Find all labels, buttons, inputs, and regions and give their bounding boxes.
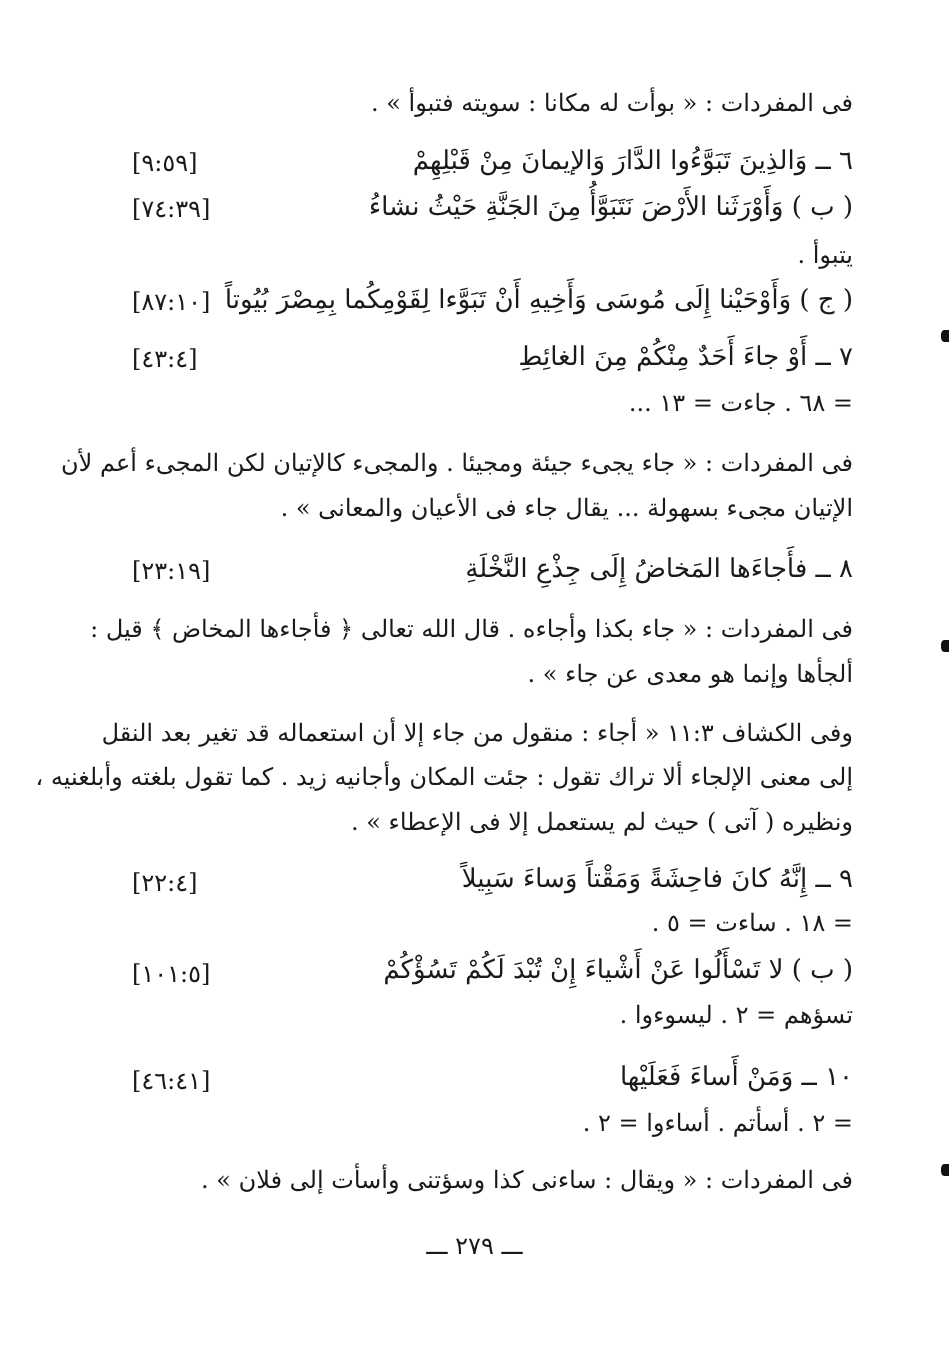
verse-line: ١٠ ــ وَمَنْ أَساءَ فَعَلَيْها: [620, 1062, 853, 1092]
count-line: = ٢ . أسأتم . أساءوا = ٢ .: [582, 1109, 853, 1137]
page-number: ـــ ٢٧٩ ـــ: [426, 1232, 523, 1260]
verse-line: ( ب ) لا تَسْأَلُوا عَنْ أَشْياءَ إِنْ تُبْدَ لَكُمْ تَسُؤْكُمْ: [383, 955, 853, 985]
text-line: يتبوأ .: [797, 241, 853, 269]
scan-margin-mark: [941, 1164, 949, 1176]
verse-reference: [٤٦:٤١]: [132, 1067, 211, 1095]
verse-line: ( ج ) وَأَوْحَيْنا إِلَى مُوسَى وَأَخِيهِ أَنْ تَبَوَّءا لِقَوْمِكُما بِمِصْرَ بُيُوتاً: [224, 285, 853, 315]
verse-reference: [٢٣:١٩]: [132, 557, 211, 585]
text-line: فى المفردات : « بوأت له مكانا : سويته فتبوأ » .: [370, 89, 853, 117]
text-line: تسؤهم = ٢ . ليسوءوا .: [619, 1001, 853, 1029]
count-line: = ١٨ . ساءت = ٥ .: [651, 909, 853, 937]
verse-line: ٨ ــ فأَجاءَها المَخاضُ إِلَى جِذْعِ النَّخْلَةِ: [465, 554, 853, 584]
count-line: = ٦٨ . جاءت = ١٣ ...: [628, 389, 853, 417]
verse-reference: [٧٤:٣٩]: [132, 195, 211, 223]
verse-reference: [٤٣:٤]: [132, 345, 198, 373]
verse-reference: [٢٢:٤]: [132, 869, 198, 897]
text-line: الإتيان مجىء بسهولة ... يقال جاء فى الأعيان والمعانى » .: [280, 494, 853, 522]
scan-margin-mark: [941, 640, 949, 652]
text-line: فى المفردات : « ويقال : ساءنى كذا وسؤتنى وأسأت إلى فلان » .: [201, 1166, 853, 1194]
text-line: ونظيره ( آتى ) حيث لم يستعمل إلا فى الإعطاء » .: [350, 808, 853, 836]
text-line: ألجأها وإنما هو معدى عن جاء » .: [527, 660, 853, 688]
verse-reference: [١٠١:٥]: [132, 960, 211, 988]
verse-reference: [٩:٥٩]: [132, 149, 198, 177]
scan-margin-mark: [941, 330, 949, 342]
text-line: فى المفردات : « جاء بكذا وأجاءه . قال الله تعالى ﴿ فأجاءها المخاض ﴾ قيل :: [90, 615, 853, 643]
text-line: إلى معنى الإلجاء ألا تراك تقول : جئت المكان وأجانيه زيد . كما تقول بلغته وأبلغنيه ،: [35, 763, 853, 791]
verse-line: ٧ ــ أَوْ جاءَ أَحَدٌ مِنْكُمْ مِنَ الغائِطِ: [518, 342, 853, 372]
verse-line: ( ب ) وَأَوْرَثَنا الأَرْضَ نَتَبَوَّأُ مِنَ الجَنَّةِ حَيْثُ نشاءُ: [368, 192, 853, 222]
text-line: فى المفردات : « جاء يجىء جيئة ومجيئا . والمجىء كالإتيان لكن المجىء أعم لأن: [61, 449, 853, 477]
text-line: وفى الكشاف ١١:٣ « أجاء : منقول من جاء إلا أن استعماله قد تغير بعد النقل: [101, 719, 853, 747]
verse-line: ٦ ــ وَالذِينَ تَبَوَّءُوا الدَّارَ وَالإيمانَ مِنْ قَبْلِهِمْ: [412, 146, 853, 176]
verse-reference: [٨٧:١٠]: [132, 288, 211, 316]
verse-line: ٩ ــ إِنَّهُ كانَ فاحِشَةً وَمَقْتاً وَساءَ سَبِيلاً: [461, 864, 853, 894]
